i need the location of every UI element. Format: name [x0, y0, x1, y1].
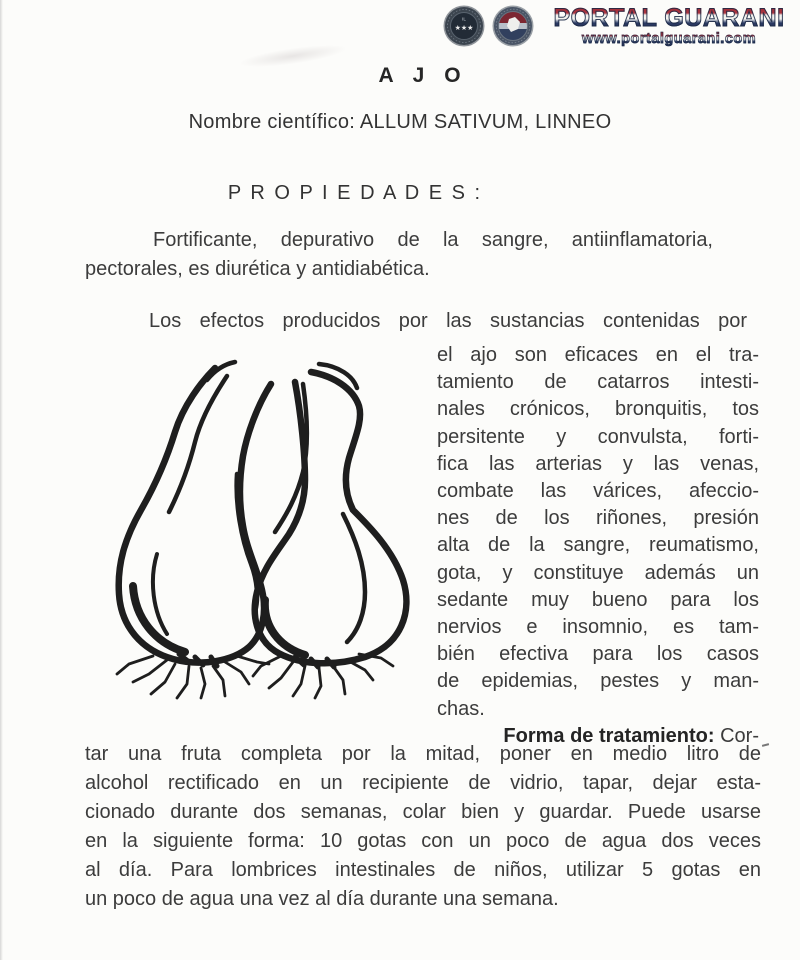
- treatment-paragraph: [85, 740, 761, 914]
- paraguay-flag-seal-icon: [491, 4, 535, 48]
- text-line: persitente y convulsta, forti-: [437, 425, 759, 448]
- text-line: tar una fruta completa por la mitad, poner en medio litro de: [85, 743, 761, 765]
- site-logo: [540, 3, 798, 47]
- text-line: tamiento de catarros intesti-: [437, 371, 759, 394]
- text-line: sedante muy bueno para los: [437, 588, 759, 611]
- text-line: Fortificante, depurativo de la sangre, antiinflamatoria,: [153, 229, 713, 251]
- site-url: www.portalguarani.com: [540, 32, 798, 47]
- garlic-outlines: [119, 362, 407, 663]
- effects-paragraph-first-line: Los efectos producidos por las sustancias contenidas por: [149, 310, 747, 332]
- text-line: nervios e insomnio, es tam-: [437, 616, 759, 639]
- scientific-name-line: Nombre científico: ALLUM SATIVUM, LINNEO: [188, 111, 612, 133]
- garlic-bulbs-illustration: [95, 354, 429, 702]
- scan-edge-artifact: [0, 0, 3, 960]
- text-line: alta de la sangre, reumatismo,: [437, 534, 759, 557]
- text-line: nales crónicos, bronquitis, tos: [437, 398, 759, 421]
- three-stars-seal-icon: [442, 4, 486, 48]
- text-line: pectorales, es diurética y antidiabética.: [85, 258, 430, 280]
- text-line: el ajo son eficaces en el tra-: [437, 344, 759, 366]
- properties-heading: P R O P I E D A D E S :: [227, 182, 483, 204]
- effects-column-lines: [437, 342, 759, 723]
- site-name: PORTAL GUARANI: [540, 6, 798, 31]
- page-title: A J O: [378, 64, 468, 87]
- treatment-lead-word: Cor-: [720, 724, 759, 747]
- text-line: bién efectiva para los casos: [437, 643, 759, 666]
- text-line: al día. Para lombrices intestinales de niños, utilizar 5 gotas en: [85, 859, 761, 881]
- text-line: un poco de agua una vez al día durante una semana.: [85, 888, 559, 910]
- effects-text-column: [437, 342, 759, 750]
- text-line: de epidemias, pestes y man-: [437, 670, 759, 693]
- text-line: cionado durante dos semanas, colar bien y guardar. Puede usarse: [85, 801, 761, 823]
- scan-dash-artifact: [762, 743, 769, 747]
- site-watermark-header: [442, 2, 798, 50]
- text-line: fica las arterias y las venas,: [437, 452, 759, 475]
- text-line: gota, y constituye además un: [437, 561, 759, 584]
- properties-paragraph: [85, 226, 713, 284]
- svg-text:IL: IL: [462, 16, 466, 22]
- treatment-label: Forma de tratamiento:: [503, 724, 715, 747]
- text-line: alcohol rectificado en un recipiente de vidrio, tapar, dejar esta-: [85, 772, 761, 794]
- text-line: combate las várices, afeccio-: [437, 480, 759, 503]
- text-line: chas.: [437, 697, 485, 720]
- svg-text:★★★: ★★★: [454, 25, 474, 32]
- text-line: en la siguiente forma: 10 gotas con un poco de agua dos veces: [85, 830, 761, 852]
- text-line: nes de los riñones, presión: [437, 507, 759, 530]
